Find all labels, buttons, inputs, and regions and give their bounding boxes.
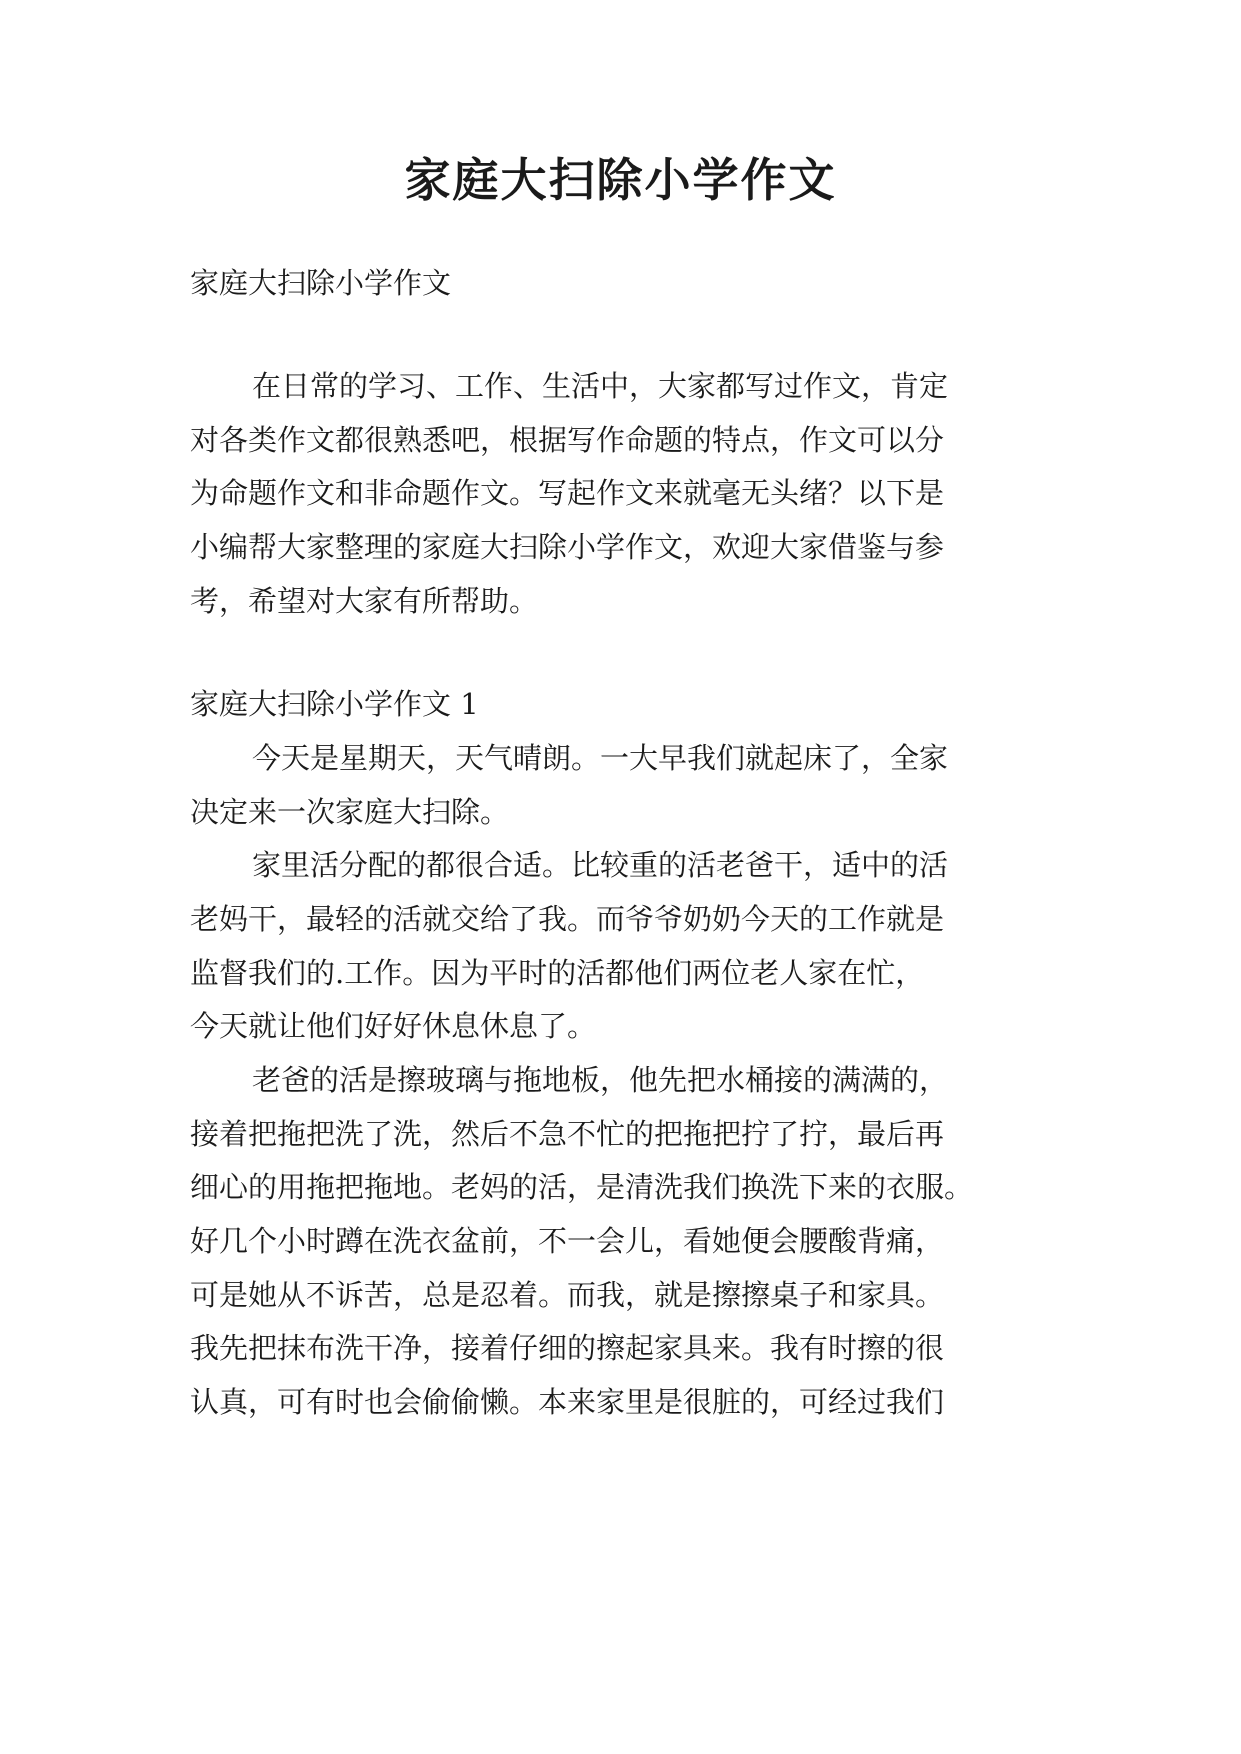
document-title: 家庭大扫除小学作文 <box>404 153 837 207</box>
document-subtitle: 家庭大扫除小学作文 <box>190 266 452 300</box>
paragraph3-line-4: 好几个小时蹲在洗衣盆前，不一会儿，看她便会腰酸背痛， <box>190 1224 945 1258</box>
paragraph1-line-2: 决定来一次家庭大扫除。 <box>190 795 510 829</box>
paragraph3-line-6: 我先把抹布洗干净，接着仔细的擦起家具来。我有时擦的很 <box>190 1331 945 1365</box>
paragraph2-line-3: 监督我们的.工作。因为平时的活都他们两位老人家在忙， <box>190 956 925 990</box>
intro-line-1: 在日常的学习、工作、生活中，大家都写过作文，肯定 <box>252 369 949 403</box>
intro-line-2: 对各类作文都很熟悉吧，根据写作命题的特点，作文可以分 <box>190 423 945 457</box>
intro-line-5: 考，希望对大家有所帮助。 <box>190 584 539 618</box>
section-heading: 家庭大扫除小学作文 1 <box>190 687 479 721</box>
paragraph1-line-1: 今天是星期天，天气晴朗。一大早我们就起床了，全家 <box>252 741 949 775</box>
paragraph3-line-5: 可是她从不诉苦，总是忍着。而我，就是擦擦桌子和家具。 <box>190 1278 945 1312</box>
paragraph3-line-3: 细心的用拖把拖地。老妈的活，是清洗我们换洗下来的衣服。 <box>190 1170 974 1204</box>
paragraph2-line-4: 今天就让他们好好休息休息了。 <box>190 1009 597 1043</box>
paragraph2-line-2: 老妈干，最轻的活就交给了我。而爷爷奶奶今天的工作就是 <box>190 902 945 936</box>
paragraph3-line-1: 老爸的活是擦玻璃与拖地板，他先把水桶接的满满的， <box>252 1063 949 1097</box>
intro-line-3: 为命题作文和非命题作文。写起作文来就毫无头绪？以下是 <box>190 476 945 510</box>
paragraph2-line-1: 家里活分配的都很合适。比较重的活老爸干，适中的活 <box>252 848 949 882</box>
paragraph3-line-7: 认真，可有时也会偷偷懒。本来家里是很脏的，可经过我们 <box>190 1385 945 1419</box>
paragraph3-line-2: 接着把拖把洗了洗，然后不急不忙的把拖把拧了拧，最后再 <box>190 1117 945 1151</box>
intro-line-4: 小编帮大家整理的家庭大扫除小学作文，欢迎大家借鉴与参 <box>190 530 945 564</box>
